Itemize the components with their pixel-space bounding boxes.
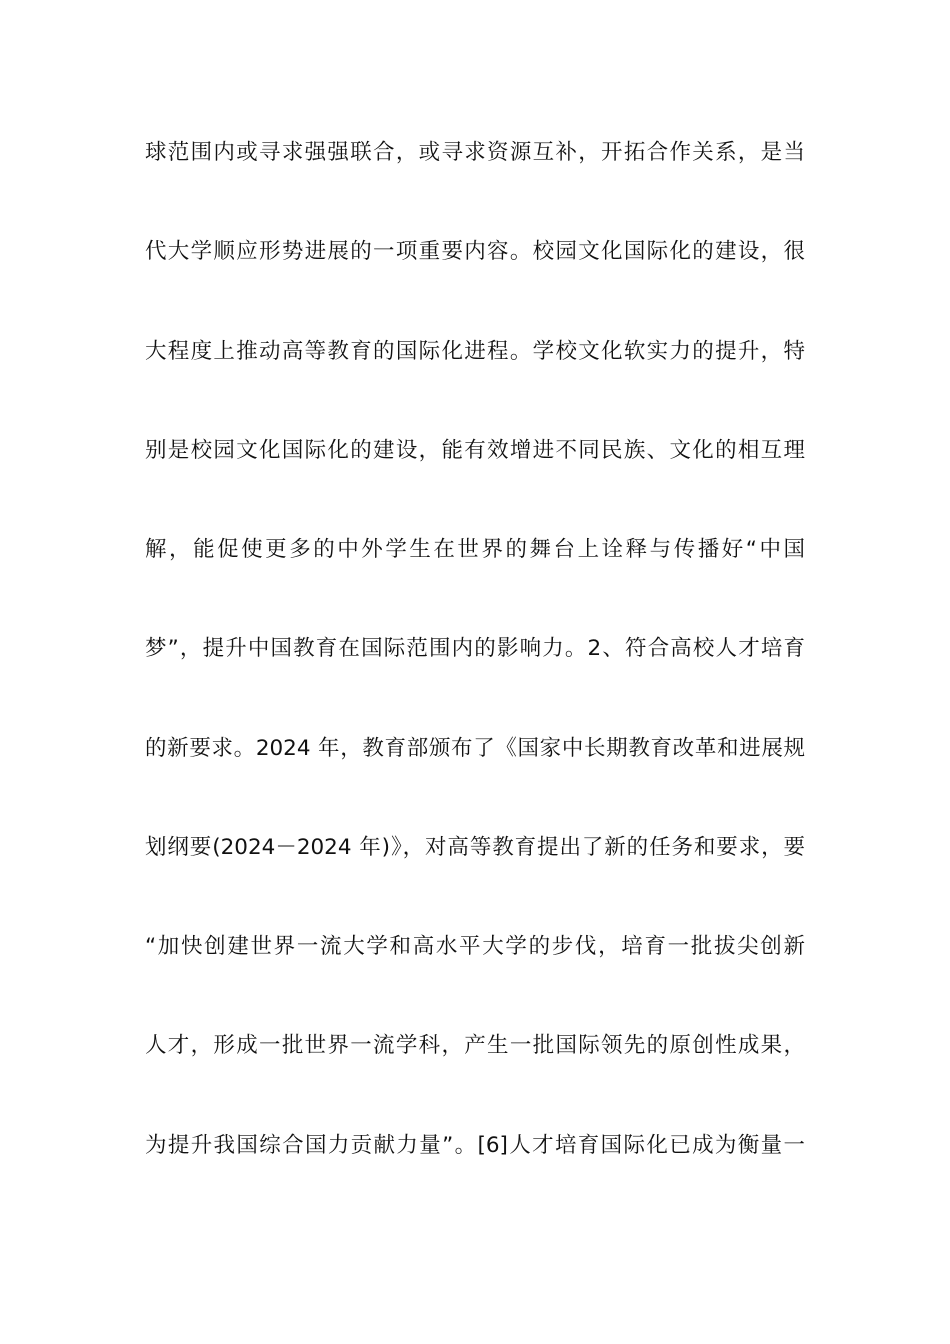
text-line: 梦”，提升中国教育在国际范围内的影响力。2、符合高校人才培育 [145,636,805,661]
text-line: 人才，形成一批世界一流学科，产生一批国际领先的原创性成果， [145,1033,805,1058]
text-line: 划纲要(2024－2024 年)》，对高等教育提出了新的任务和要求，要 [145,835,805,860]
text-line: 球范围内或寻求强强联合，或寻求资源互补，开拓合作关系，是当 [145,140,805,165]
text-line: 别是校园文化国际化的建设，能有效增进不同民族、文化的相互理 [145,438,805,463]
text-line: 大程度上推动高等教育的国际化进程。学校文化软实力的提升，特 [145,339,805,364]
text-line: 解，能促使更多的中外学生在世界的舞台上诠释与传播好“中国 [145,537,805,562]
text-line: 代大学顺应形势进展的一项重要内容。校园文化国际化的建设，很 [145,239,805,264]
text-line: “加快创建世界一流大学和高水平大学的步伐，培育一批拔尖创新 [145,934,805,959]
text-line: 为提升我国综合国力贡献力量”。[6]人才培育国际化已成为衡量一 [145,1133,805,1158]
text-line: 的新要求。2024 年，教育部颁布了《国家中长期教育改革和进展规 [145,736,805,761]
